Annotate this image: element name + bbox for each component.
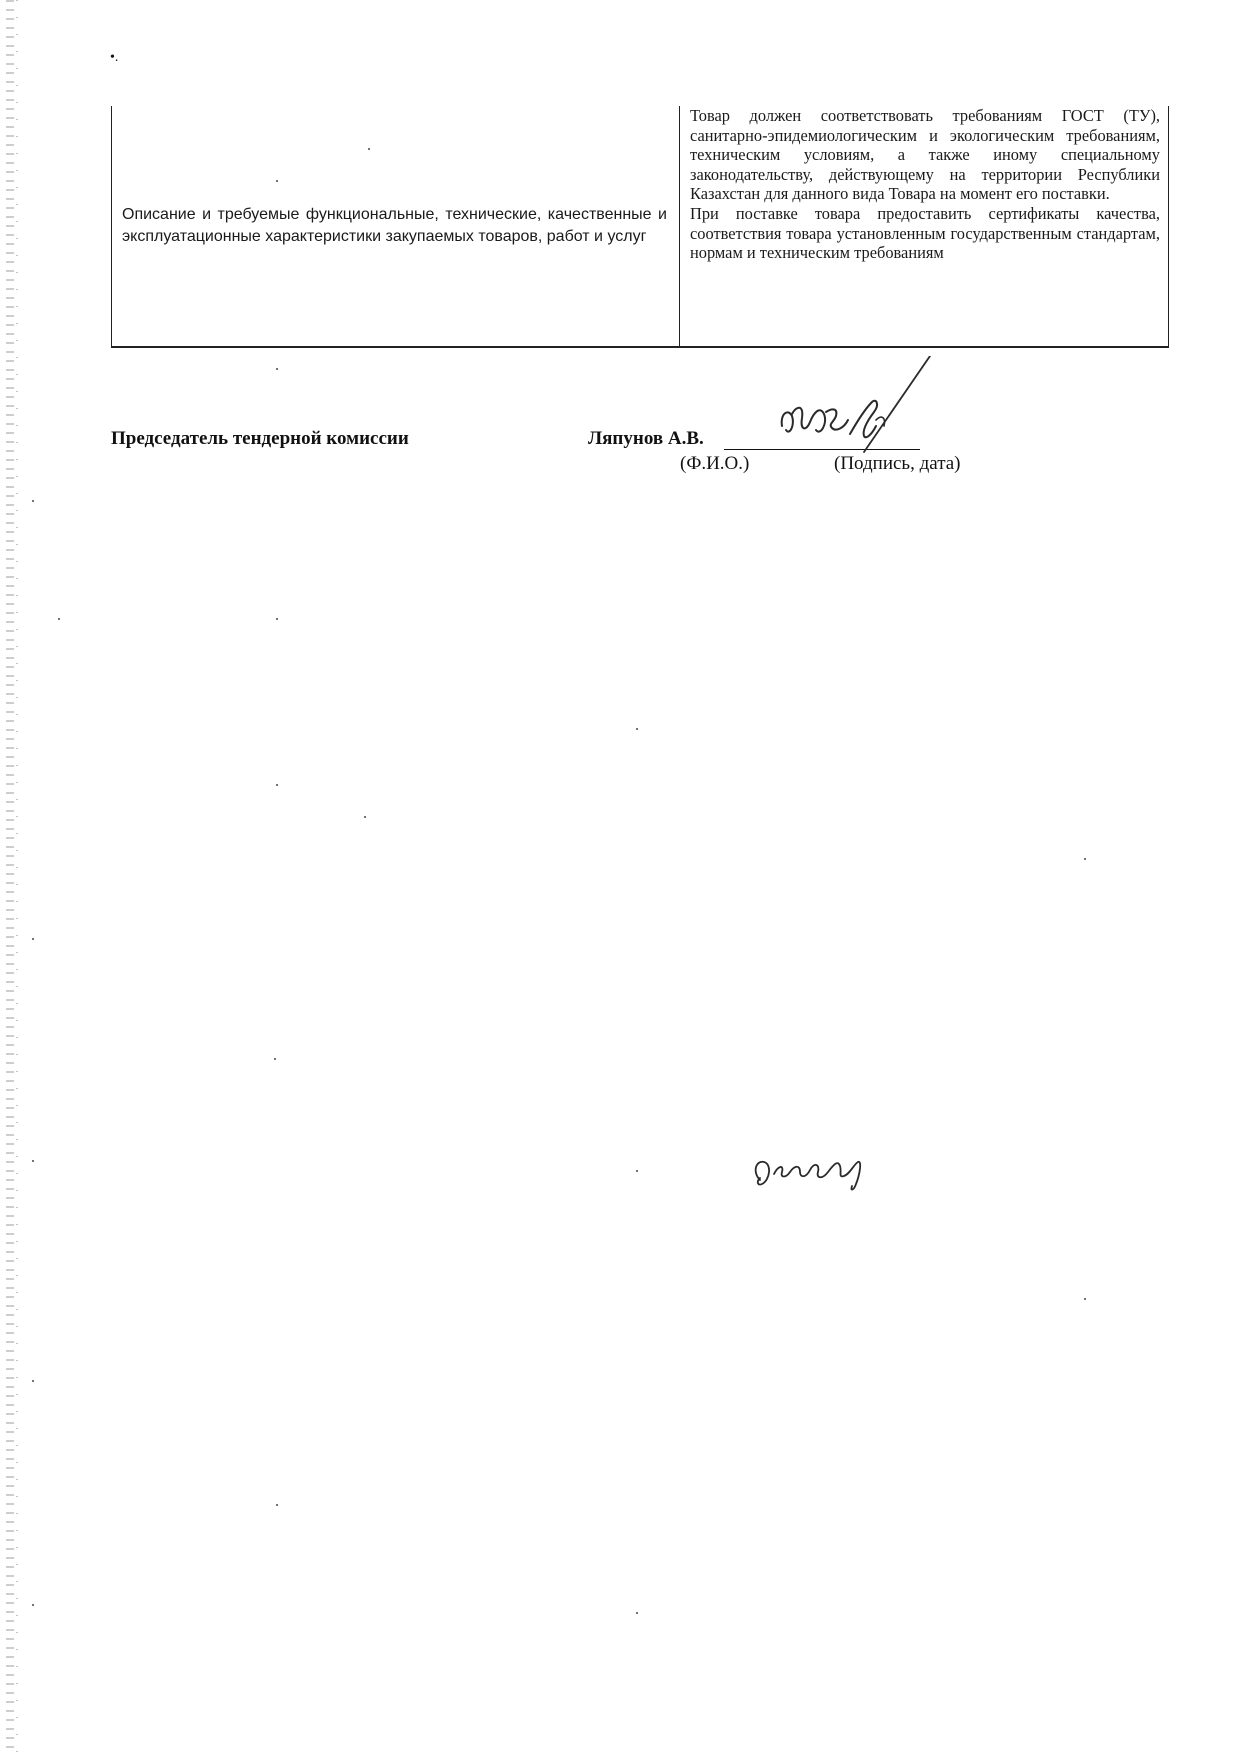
scan-speck [276,368,278,370]
scan-speck [32,938,34,940]
scan-speck [636,1612,638,1614]
certificates-paragraph: При поставке товара предоставить сертификаты качества, соответствия товара установленным государственным стандартам, нормам и техническим требованиям [690,203,1160,263]
characteristics-label: Описание и требуемые функциональные, технические, качественные и эксплуатационные характеристики закупаемых товаров, работ и услуг [122,206,667,245]
chairman-name: Ляпунов А.В. [588,428,704,449]
scan-speck [636,728,638,730]
corner-scan-mark: •. [110,50,119,65]
signature-date-caption: (Подпись, дата) [834,453,961,474]
scan-edge-noise-secondary [16,0,18,1754]
scan-speck [58,618,60,620]
handwritten-signature [740,356,940,456]
scan-speck [276,1504,278,1506]
scan-speck [1084,858,1086,860]
scan-speck [276,618,278,620]
scan-speck [636,1170,638,1172]
characteristics-value-cell [680,106,1169,347]
specification-table [111,106,1169,348]
chairman-title: Председатель тендерной комиссии [111,428,409,449]
scan-edge-noise [6,0,14,1754]
scan-speck [274,1058,276,1060]
handwritten-initials [748,1140,878,1200]
scan-speck [32,1604,34,1606]
characteristics-label-cell [112,106,680,347]
scan-speck [32,500,34,502]
scan-speck [364,816,366,818]
scan-speck [276,784,278,786]
scan-speck [1084,1298,1086,1300]
requirements-paragraph: Товар должен соответствовать требованиям ГОСТ (ТУ), санитарно-эпидемиологическим и экологическим требованиям, техническим условиям, а также иному специальному законодательству, действующему на территории Республики Казахстан для данного вида Товара на момент его поставки. [690,106,1160,204]
table-row [112,106,1169,347]
fio-caption: (Ф.И.О.) [680,453,750,474]
scan-speck [32,1380,34,1382]
scan-speck [32,1160,34,1162]
